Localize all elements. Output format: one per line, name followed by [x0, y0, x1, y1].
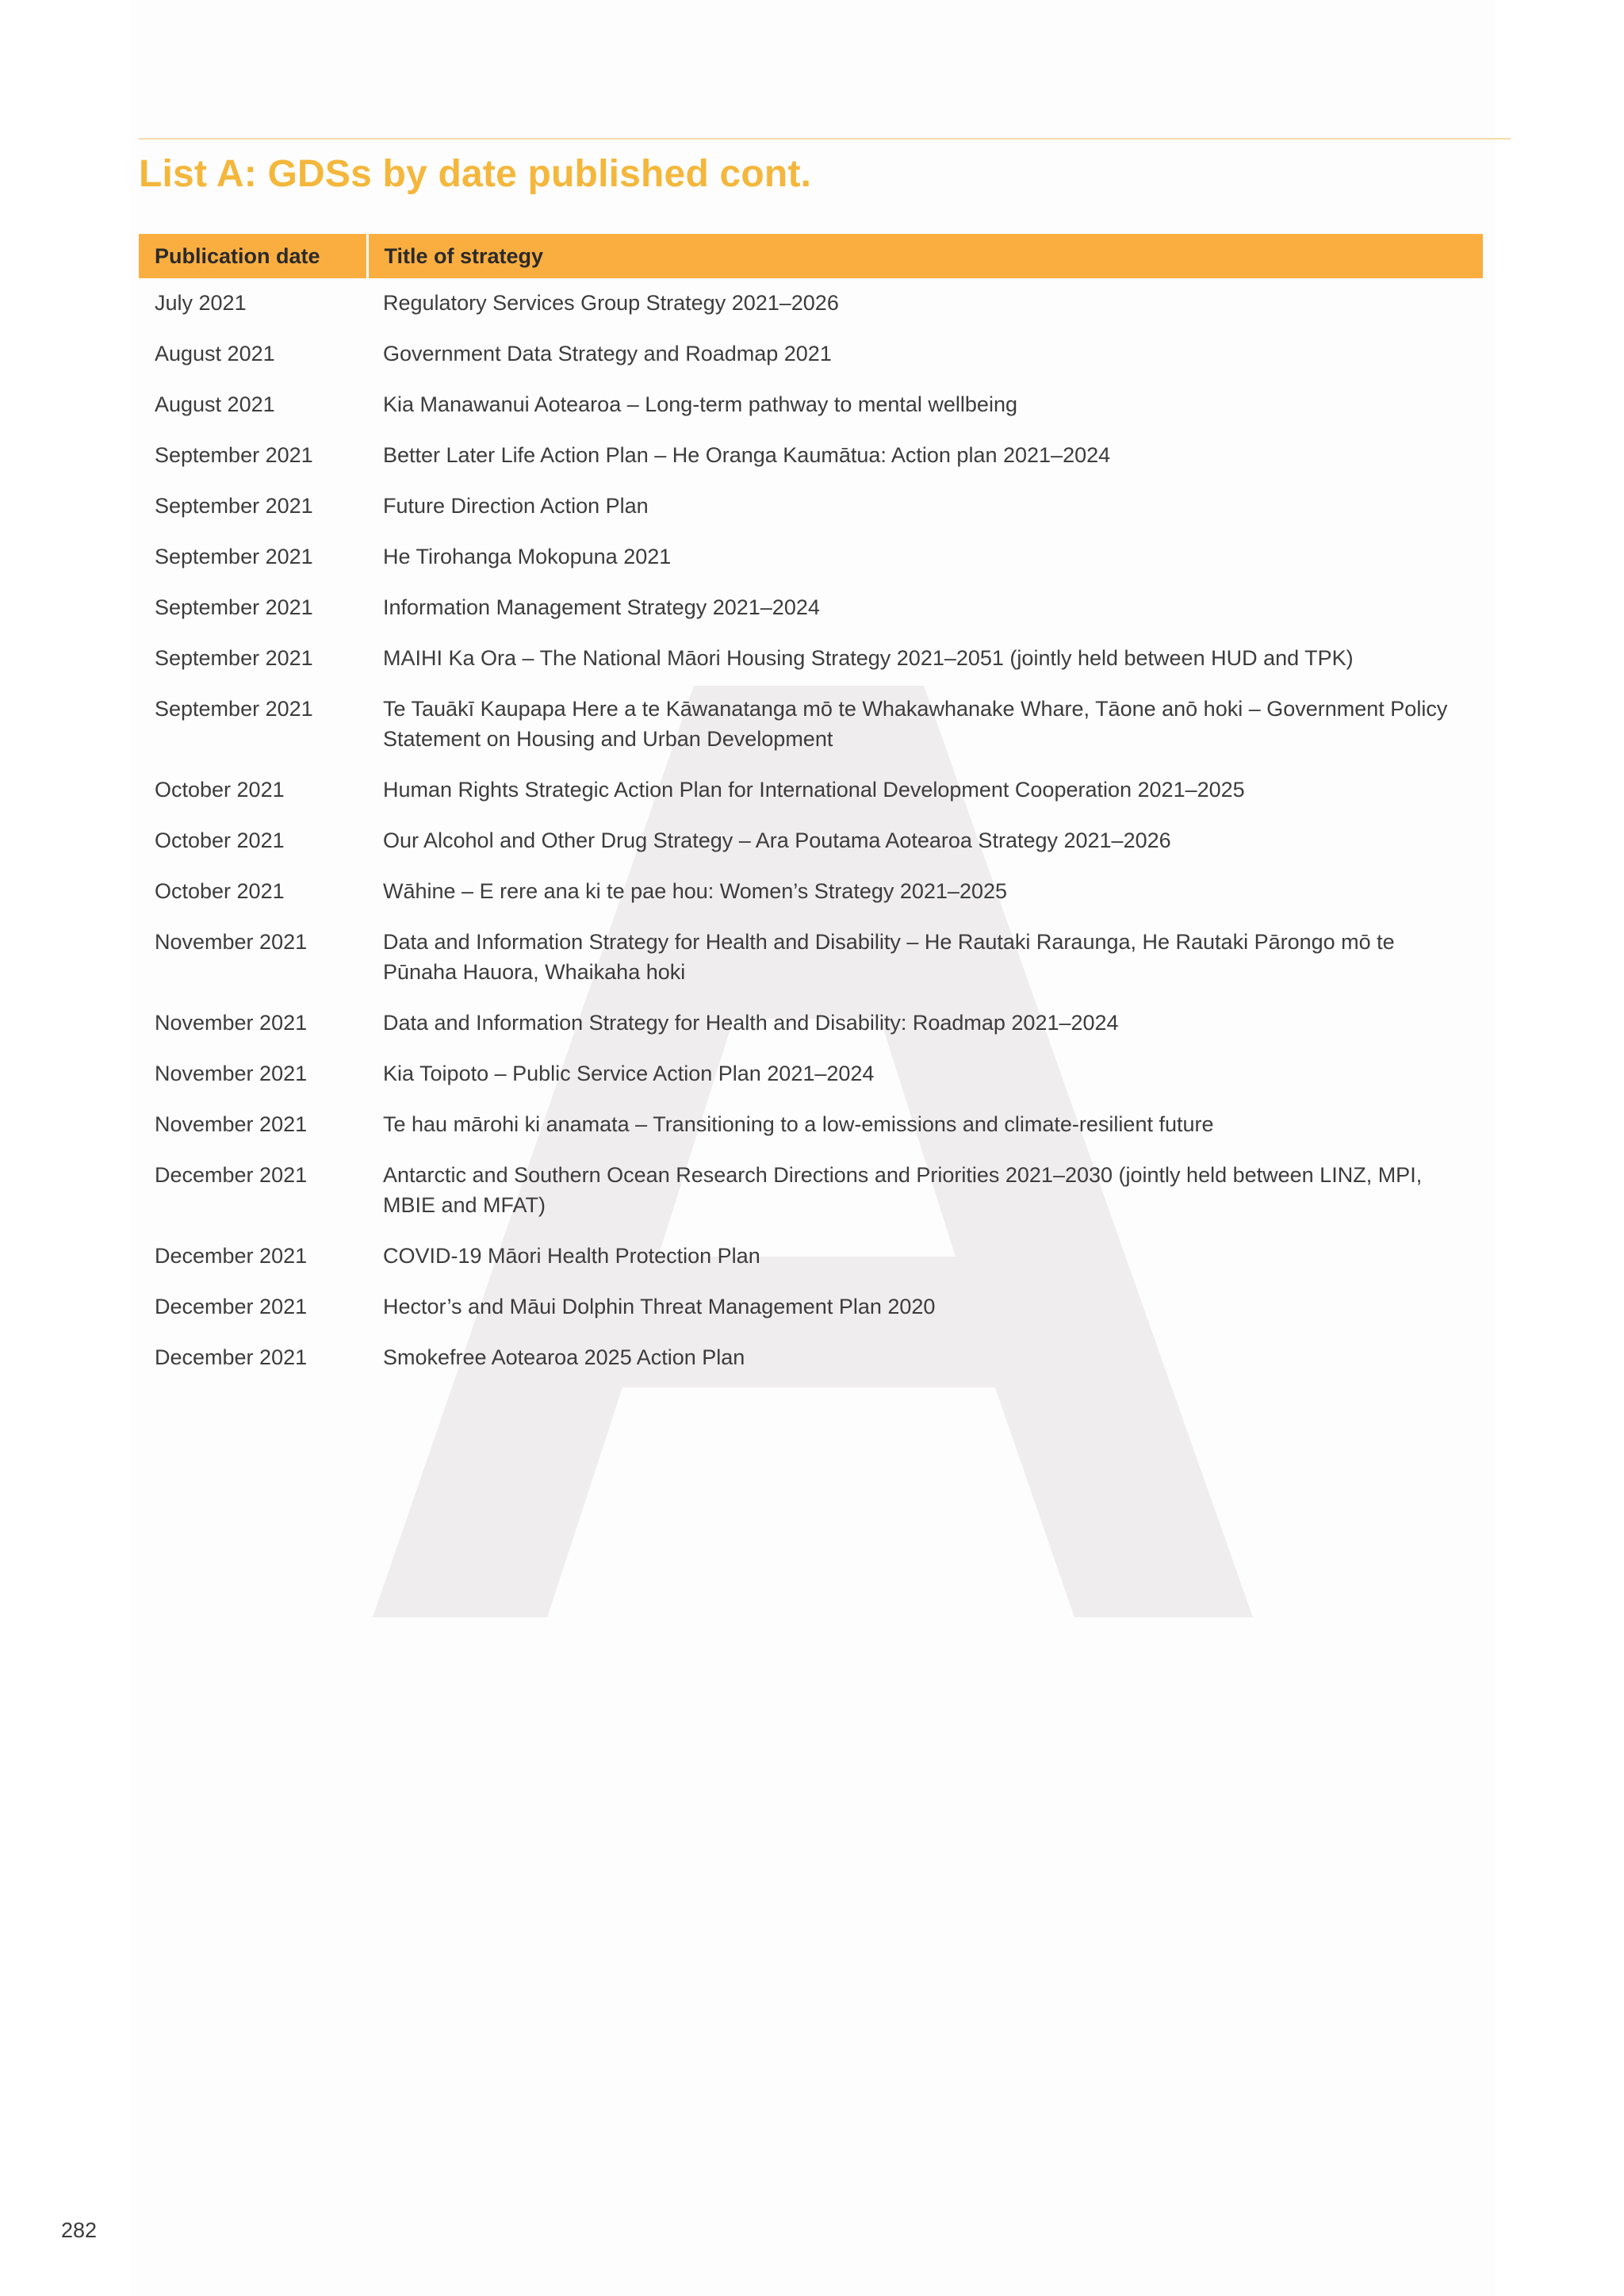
table-row [139, 765, 1483, 816]
row-date: September 2021 [155, 646, 313, 670]
row-date: September 2021 [155, 545, 313, 568]
row-date: September 2021 [155, 697, 313, 721]
table-header-row [139, 234, 1483, 278]
table-row [139, 917, 1483, 998]
row-date: November 2021 [155, 1011, 308, 1035]
row-title: Antarctic and Southern Ocean Research Directions and Priorities 2021–2030 (jointly held between LINZ, MPI, MBIE and MFAT) [383, 1163, 1423, 1217]
row-title: Better Later Life Action Plan – He Oranga Kaumātua: Action plan 2021–2024 [383, 443, 1111, 467]
page-heading: List A: GDSs by date published cont. [139, 153, 812, 195]
table-row [139, 1150, 1483, 1231]
top-rule [139, 138, 1511, 140]
row-title: Data and Information Strategy for Health and Disability – He Rautaki Raraunga, He Rautaki Pārongo mō te Pūnaha Hauora, Whaikaha hoki [383, 930, 1395, 984]
row-date: December 2021 [155, 1244, 308, 1268]
table-row [139, 1049, 1483, 1100]
table-row [139, 633, 1483, 684]
row-title: Future Direction Action Plan [383, 494, 649, 518]
page-number: 282 [61, 2218, 98, 2242]
strategies-table [139, 234, 1483, 1383]
row-date: November 2021 [155, 930, 308, 954]
row-title: Information Management Strategy 2021–2024 [383, 595, 820, 619]
row-title: Kia Toipoto – Public Service Action Plan 2021–2024 [383, 1062, 875, 1085]
row-date: November 2021 [155, 1112, 308, 1136]
row-date: July 2021 [155, 291, 247, 315]
table-row [139, 1100, 1483, 1150]
table-row [139, 481, 1483, 532]
row-date: August 2021 [155, 342, 275, 365]
table-row [139, 1282, 1483, 1333]
row-date: September 2021 [155, 595, 313, 619]
table-row [139, 329, 1483, 380]
row-date: September 2021 [155, 443, 313, 467]
row-date: August 2021 [155, 392, 275, 416]
table-row [139, 583, 1483, 633]
row-date: December 2021 [155, 1295, 308, 1318]
table-row [139, 278, 1483, 329]
row-title: Government Data Strategy and Roadmap 2021 [383, 342, 832, 365]
row-title: He Tirohanga Mokopuna 2021 [383, 545, 672, 568]
row-date: October 2021 [155, 778, 285, 802]
row-date: October 2021 [155, 879, 285, 903]
row-title: Wāhine – E rere ana ki te pae hou: Women’s Strategy 2021–2025 [383, 879, 1008, 903]
row-title: Our Alcohol and Other Drug Strategy – Ara Poutama Aotearoa Strategy 2021–2026 [383, 828, 1171, 852]
row-title: Kia Manawanui Aotearoa – Long-term pathway to mental wellbeing [383, 392, 1017, 416]
row-date: October 2021 [155, 828, 285, 852]
table-row [139, 684, 1483, 765]
table-row [139, 430, 1483, 481]
row-title: Regulatory Services Group Strategy 2021–2026 [383, 291, 839, 315]
table-row [139, 816, 1483, 867]
header-title-of-strategy: Title of strategy [367, 234, 1483, 278]
table-row [139, 532, 1483, 583]
row-title: Human Rights Strategic Action Plan for International Development Cooperation 2021–2025 [383, 778, 1245, 802]
row-title: COVID-19 Māori Health Protection Plan [383, 1244, 760, 1268]
row-date: November 2021 [155, 1062, 308, 1085]
table-row [139, 1333, 1483, 1383]
row-date: September 2021 [155, 494, 313, 518]
row-title: Hector’s and Māui Dolphin Threat Management Plan 2020 [383, 1295, 936, 1318]
header-publication-date: Publication date [139, 234, 367, 278]
row-date: December 2021 [155, 1163, 308, 1187]
row-date: December 2021 [155, 1345, 308, 1369]
table-row [139, 1231, 1483, 1282]
table-row [139, 998, 1483, 1049]
row-title: Te hau mārohi ki anamata – Transitioning to a low-emissions and climate-resilient future [383, 1112, 1214, 1136]
table-row [139, 867, 1483, 917]
row-title: Te Tauākī Kaupapa Here a te Kāwanatanga mō te Whakawhanake Whare, Tāone anō hoki – Government Policy Statement on Housing and Urban Development [383, 697, 1448, 751]
row-title: Data and Information Strategy for Health and Disability: Roadmap 2021–2024 [383, 1011, 1119, 1035]
table-row [139, 380, 1483, 430]
row-title: MAIHI Ka Ora – The National Māori Housing Strategy 2021–2051 (jointly held between HUD and TPK) [383, 646, 1354, 670]
row-title: Smokefree Aotearoa 2025 Action Plan [383, 1345, 745, 1369]
